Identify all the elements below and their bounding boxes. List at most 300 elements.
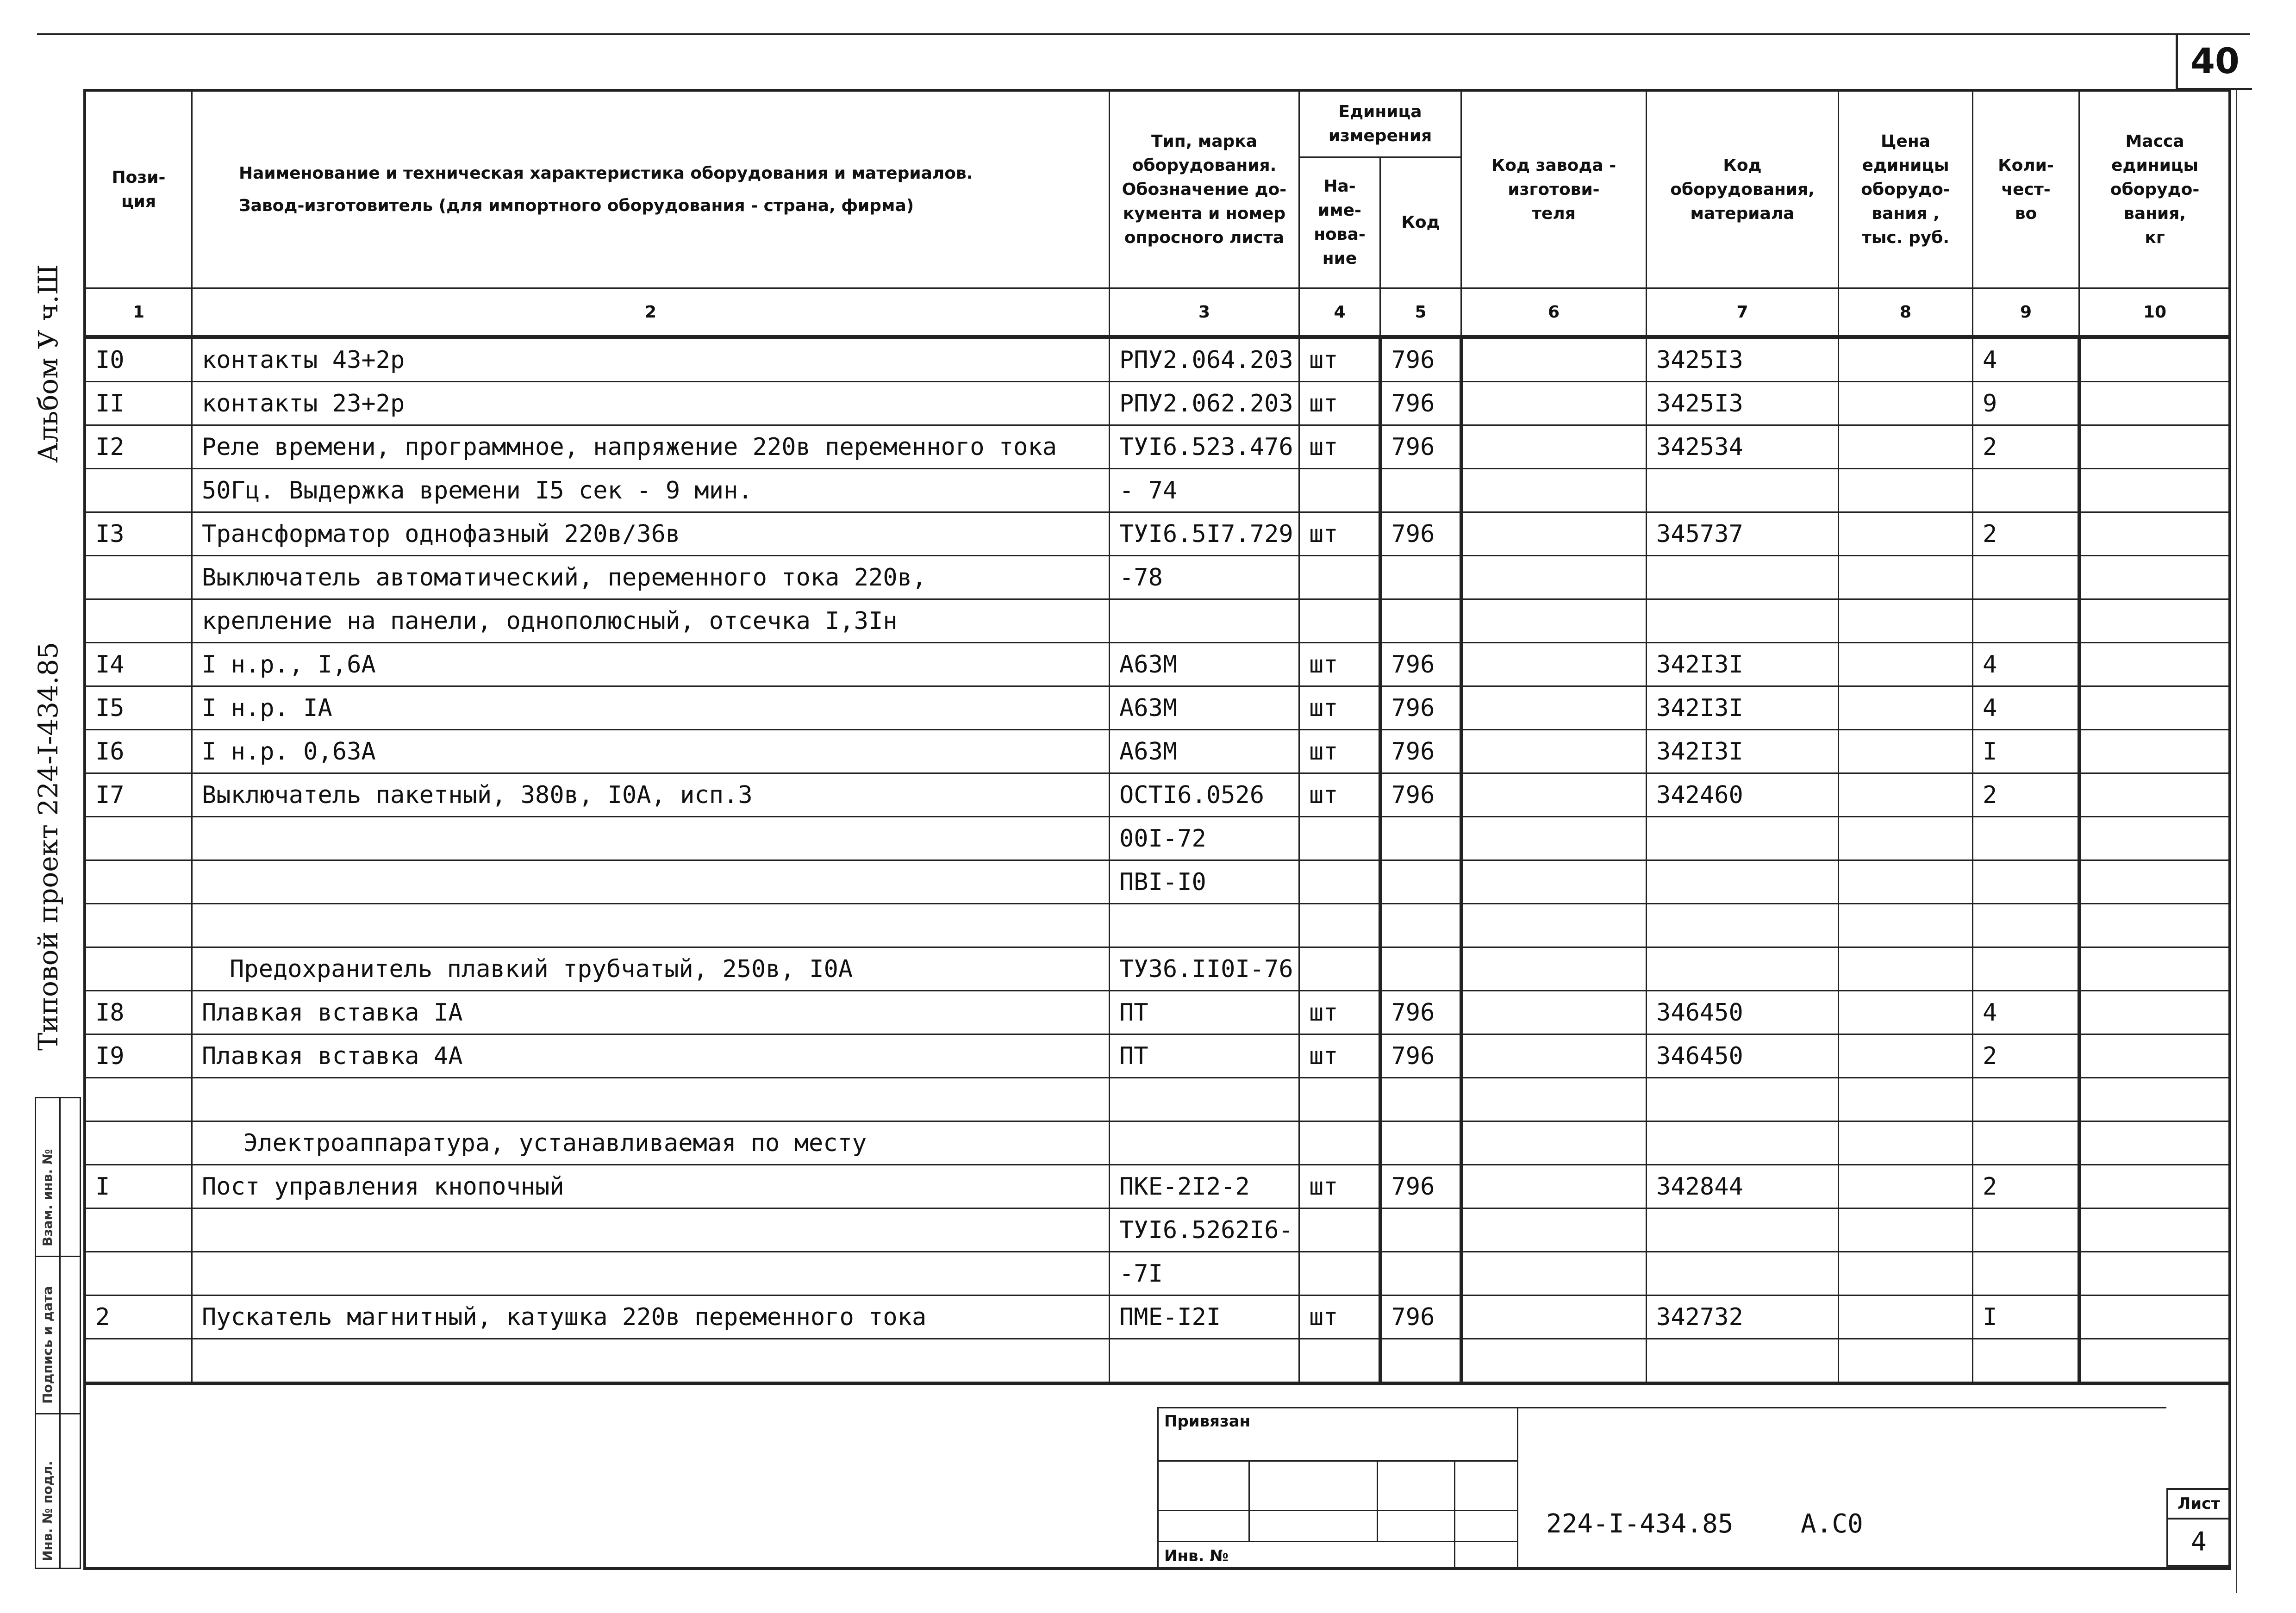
name-cell — [192, 1208, 1110, 1252]
unit-code-cell: 796 — [1380, 730, 1461, 773]
plant-code-cell — [1461, 643, 1647, 686]
header-quantity: Коли- чест- во — [1973, 91, 2079, 288]
price-cell — [1839, 686, 1973, 730]
column-number: 4 — [1299, 288, 1380, 337]
table-row — [86, 1078, 2231, 1121]
name-cell: Пускатель магнитный, катушка 220в переменного тока — [192, 1295, 1110, 1339]
header-row — [86, 91, 2231, 157]
mass-cell — [2079, 817, 2231, 860]
approval-stamp-strip — [35, 1097, 81, 1569]
price-cell — [1839, 1121, 1973, 1165]
type-cell: 00I-72 — [1110, 817, 1299, 860]
position-cell — [86, 1339, 192, 1384]
type-cell: ПМЕ-I2I — [1110, 1295, 1299, 1339]
sheet-box — [2166, 1488, 2231, 1567]
album-label: Альбом У ч.Ш — [32, 264, 64, 463]
equipment-code-cell: 342I3I — [1647, 730, 1839, 773]
mass-cell — [2079, 991, 2231, 1034]
column-number: 1 — [86, 288, 192, 337]
unit-code-cell — [1380, 904, 1461, 947]
unit-code-cell: 796 — [1380, 1034, 1461, 1078]
equipment-code-cell — [1647, 599, 1839, 643]
column-number: 6 — [1461, 288, 1647, 337]
mass-cell — [2079, 1208, 2231, 1252]
unit-cell — [1299, 947, 1380, 991]
price-cell — [1839, 1252, 1973, 1295]
unit-code-cell — [1380, 599, 1461, 643]
equipment-code-cell: 342534 — [1647, 425, 1839, 469]
sheet-number: 40 — [2176, 33, 2252, 90]
unit-code-cell — [1380, 1252, 1461, 1295]
plant-code-cell — [1461, 730, 1647, 773]
name-cell: крепление на панели, однополюсный, отсечка I,3Iн — [192, 599, 1110, 643]
title-cell — [1248, 1460, 1378, 1511]
type-cell — [1110, 1339, 1299, 1384]
unit-cell — [1299, 599, 1380, 643]
name-cell: Плавкая вставка 4А — [192, 1034, 1110, 1078]
table-row — [86, 1121, 2231, 1165]
price-cell — [1839, 556, 1973, 599]
bound-label: Привязан — [1164, 1412, 1251, 1431]
table-row — [86, 556, 2231, 599]
name-cell: I н.р., I,6А — [192, 643, 1110, 686]
position-cell: I2 — [86, 425, 192, 469]
mass-cell — [2079, 512, 2231, 556]
quantity-cell — [1973, 599, 2079, 643]
plant-code-cell — [1461, 1034, 1647, 1078]
stamp-label-signature: Подпись и дата — [40, 1286, 55, 1404]
unit-cell: шт — [1299, 1034, 1380, 1078]
equipment-code-cell — [1647, 1208, 1839, 1252]
equipment-code-cell: 342732 — [1647, 1295, 1839, 1339]
type-cell: РПУ2.062.203 — [1110, 382, 1299, 425]
position-cell — [86, 469, 192, 512]
price-cell — [1839, 1339, 1973, 1384]
header-price: Цена единицы оборудо- вания , тыс. руб. — [1839, 91, 1973, 288]
column-number: 9 — [1973, 288, 2079, 337]
position-cell: I8 — [86, 991, 192, 1034]
title-cell — [1454, 1460, 1518, 1511]
table-row — [86, 1165, 2231, 1208]
price-cell — [1839, 643, 1973, 686]
quantity-cell — [1973, 1121, 2079, 1165]
mass-cell — [2079, 556, 2231, 599]
header-plant-code: Код завода - изготови- теля — [1461, 91, 1647, 288]
unit-code-cell: 796 — [1380, 773, 1461, 817]
table-row — [86, 991, 2231, 1034]
position-cell — [86, 556, 192, 599]
name-cell — [192, 1339, 1110, 1384]
name-cell: Реле времени, программное, напряжение 220в переменного тока — [192, 425, 1110, 469]
price-cell — [1839, 773, 1973, 817]
equipment-code-cell — [1647, 556, 1839, 599]
header-type: Тип, марка оборудования. Обозначение до- кумента и номер опросного листа — [1110, 91, 1299, 288]
name-cell: I н.р. IА — [192, 686, 1110, 730]
equipment-code-cell — [1647, 469, 1839, 512]
plant-code-cell — [1461, 1339, 1647, 1384]
column-number-row — [86, 288, 2231, 337]
type-cell: ТУ36.II0I-76 — [1110, 947, 1299, 991]
position-cell: I — [86, 1165, 192, 1208]
table-row — [86, 337, 2231, 382]
plant-code-cell — [1461, 1295, 1647, 1339]
strip-separator — [36, 1256, 80, 1257]
position-cell: I7 — [86, 773, 192, 817]
position-cell: I0 — [86, 337, 192, 382]
mass-cell — [2079, 469, 2231, 512]
position-cell: 2 — [86, 1295, 192, 1339]
unit-cell: шт — [1299, 643, 1380, 686]
unit-cell — [1299, 1121, 1380, 1165]
position-cell: I3 — [86, 512, 192, 556]
position-cell — [86, 817, 192, 860]
title-cell — [1454, 1510, 1518, 1542]
unit-cell: шт — [1299, 382, 1380, 425]
quantity-cell: 4 — [1973, 337, 2079, 382]
column-number: 7 — [1647, 288, 1839, 337]
mass-cell — [2079, 686, 2231, 730]
unit-cell: шт — [1299, 686, 1380, 730]
sheet-value: 4 — [2191, 1527, 2207, 1557]
equipment-code-cell: 3425I3 — [1647, 337, 1839, 382]
table-row — [86, 817, 2231, 860]
stamp-label-inv: Инв. № подл. — [40, 1461, 55, 1561]
plant-code-cell — [1461, 512, 1647, 556]
price-cell — [1839, 1208, 1973, 1252]
unit-code-cell: 796 — [1380, 1165, 1461, 1208]
position-cell: I4 — [86, 643, 192, 686]
equipment-code-cell — [1647, 1121, 1839, 1165]
mass-cell — [2079, 643, 2231, 686]
project-label: Типовой проект 224-I-434.85 — [32, 641, 64, 1051]
position-cell — [86, 947, 192, 991]
position-cell: I9 — [86, 1034, 192, 1078]
plant-code-cell — [1461, 1208, 1647, 1252]
unit-code-cell: 796 — [1380, 643, 1461, 686]
price-cell — [1839, 425, 1973, 469]
type-cell — [1110, 599, 1299, 643]
mass-cell — [2079, 730, 2231, 773]
unit-cell — [1299, 556, 1380, 599]
unit-cell: шт — [1299, 1295, 1380, 1339]
title-cell — [1377, 1460, 1455, 1511]
unit-cell — [1299, 1339, 1380, 1384]
table-row — [86, 904, 2231, 947]
name-cell: I н.р. 0,63А — [192, 730, 1110, 773]
name-cell: Электроаппаратура, устанавливаемая по месту — [192, 1121, 1110, 1165]
plant-code-cell — [1461, 991, 1647, 1034]
position-cell — [86, 860, 192, 904]
quantity-cell — [1973, 1208, 2079, 1252]
quantity-cell — [1973, 1339, 2079, 1384]
unit-code-cell — [1380, 556, 1461, 599]
header-unit-group: Единица измерения — [1299, 91, 1461, 157]
table-row — [86, 730, 2231, 773]
unit-cell: шт — [1299, 773, 1380, 817]
name-cell: Пост управления кнопочный — [192, 1165, 1110, 1208]
document-code: 224-I-434.85 — [1546, 1509, 1734, 1539]
table-body — [86, 337, 2231, 1383]
type-cell: РПУ2.064.203 — [1110, 337, 1299, 382]
mass-cell — [2079, 904, 2231, 947]
equipment-code-cell: 345737 — [1647, 512, 1839, 556]
unit-code-cell: 796 — [1380, 686, 1461, 730]
table-row — [86, 1252, 2231, 1295]
name-cell — [192, 817, 1110, 860]
quantity-cell: 2 — [1973, 425, 2079, 469]
unit-cell: шт — [1299, 730, 1380, 773]
price-cell — [1839, 599, 1973, 643]
price-cell — [1839, 469, 1973, 512]
table-row — [86, 860, 2231, 904]
unit-code-cell — [1380, 860, 1461, 904]
quantity-cell: 4 — [1973, 686, 2079, 730]
strip-separator — [36, 1413, 80, 1414]
quantity-cell — [1973, 817, 2079, 860]
equipment-code-cell — [1647, 860, 1839, 904]
type-cell: ПТ — [1110, 1034, 1299, 1078]
unit-code-cell — [1380, 1208, 1461, 1252]
price-cell — [1839, 817, 1973, 860]
name-cell — [192, 1252, 1110, 1295]
mass-cell — [2079, 337, 2231, 382]
plant-code-cell — [1461, 425, 1647, 469]
type-cell: А63М — [1110, 643, 1299, 686]
plant-code-cell — [1461, 860, 1647, 904]
type-cell: ПТ — [1110, 991, 1299, 1034]
plant-code-cell — [1461, 817, 1647, 860]
name-cell — [192, 904, 1110, 947]
unit-code-cell: 796 — [1380, 425, 1461, 469]
unit-code-cell: 796 — [1380, 1295, 1461, 1339]
plant-code-cell — [1461, 1165, 1647, 1208]
type-cell: -78 — [1110, 556, 1299, 599]
mass-cell — [2079, 1034, 2231, 1078]
sheet-label: Лист — [2168, 1490, 2229, 1520]
table-row — [86, 469, 2231, 512]
price-cell — [1839, 860, 1973, 904]
title-block-bound — [1157, 1407, 1518, 1462]
header-unit-code: Код — [1380, 157, 1461, 288]
quantity-cell — [1973, 904, 2079, 947]
name-cell: Выключатель автоматический, переменного тока 220в, — [192, 556, 1110, 599]
price-cell — [1839, 991, 1973, 1034]
header-mass: Масса единицы оборудо- вания, кг — [2079, 91, 2231, 288]
unit-code-cell — [1380, 1339, 1461, 1384]
column-number: 5 — [1380, 288, 1461, 337]
title-cell — [1157, 1460, 1250, 1511]
table-row — [86, 1295, 2231, 1339]
mass-cell — [2079, 1078, 2231, 1121]
type-cell: - 74 — [1110, 469, 1299, 512]
type-cell: ТУI6.523.476 — [1110, 425, 1299, 469]
mass-cell — [2079, 599, 2231, 643]
type-cell: -7I — [1110, 1252, 1299, 1295]
unit-cell — [1299, 1208, 1380, 1252]
title-block-line — [1518, 1407, 2166, 1408]
price-cell — [1839, 1295, 1973, 1339]
mass-cell — [2079, 1339, 2231, 1384]
price-cell — [1839, 512, 1973, 556]
unit-code-cell — [1380, 817, 1461, 860]
quantity-cell: I — [1973, 1295, 2079, 1339]
equipment-code-cell — [1647, 1078, 1839, 1121]
plant-code-cell — [1461, 599, 1647, 643]
position-cell — [86, 904, 192, 947]
title-block-inv — [1157, 1541, 1455, 1569]
table-row — [86, 947, 2231, 991]
quantity-cell — [1973, 469, 2079, 512]
position-cell — [86, 1208, 192, 1252]
quantity-cell: 2 — [1973, 1034, 2079, 1078]
equipment-code-cell — [1647, 1252, 1839, 1295]
name-cell — [192, 1078, 1110, 1121]
header-unit-name: На- име- нова- ние — [1299, 157, 1380, 288]
mass-cell — [2079, 1121, 2231, 1165]
type-cell: ТУI6.5I7.729 — [1110, 512, 1299, 556]
quantity-cell: 2 — [1973, 773, 2079, 817]
document-mark: А.С0 — [1801, 1509, 1863, 1539]
position-cell — [86, 1078, 192, 1121]
unit-cell — [1299, 1252, 1380, 1295]
column-number: 8 — [1839, 288, 1973, 337]
equipment-code-cell: 346450 — [1647, 1034, 1839, 1078]
unit-cell: шт — [1299, 425, 1380, 469]
quantity-cell — [1973, 947, 2079, 991]
position-cell — [86, 1252, 192, 1295]
position-cell — [86, 599, 192, 643]
top-border-line — [37, 33, 2250, 35]
price-cell — [1839, 1034, 1973, 1078]
plant-code-cell — [1461, 904, 1647, 947]
title-block — [1157, 1407, 1518, 1569]
equipment-code-cell: 3425I3 — [1647, 382, 1839, 425]
stamp-label-replace: Взам. инв. № — [40, 1149, 55, 1246]
plant-code-cell — [1461, 686, 1647, 730]
name-cell: Предохранитель плавкий трубчатый, 250в, I0А — [192, 947, 1110, 991]
mass-cell — [2079, 1165, 2231, 1208]
plant-code-cell — [1461, 1078, 1647, 1121]
position-cell — [86, 1121, 192, 1165]
type-cell: ТУI6.5262I6- — [1110, 1208, 1299, 1252]
unit-cell: шт — [1299, 337, 1380, 382]
quantity-cell: 2 — [1973, 512, 2079, 556]
quantity-cell: I — [1973, 730, 2079, 773]
right-margin-line — [2236, 89, 2237, 1593]
header-equipment-code: Код оборудования, материала — [1647, 91, 1839, 288]
unit-code-cell: 796 — [1380, 991, 1461, 1034]
type-cell: А63М — [1110, 686, 1299, 730]
unit-code-cell: 796 — [1380, 512, 1461, 556]
column-number: 3 — [1110, 288, 1299, 337]
name-cell: 50Гц. Выдержка времени I5 сек - 9 мин. — [192, 469, 1110, 512]
mass-cell — [2079, 860, 2231, 904]
price-cell — [1839, 904, 1973, 947]
name-cell: Плавкая вставка IА — [192, 991, 1110, 1034]
quantity-cell — [1973, 1078, 2079, 1121]
type-cell: ПВI-I0 — [1110, 860, 1299, 904]
unit-code-cell — [1380, 469, 1461, 512]
equipment-code-cell: 342I3I — [1647, 686, 1839, 730]
name-cell: Выключатель пакетный, 380в, I0А, исп.3 — [192, 773, 1110, 817]
table-row — [86, 643, 2231, 686]
unit-cell: шт — [1299, 1165, 1380, 1208]
quantity-cell: 2 — [1973, 1165, 2079, 1208]
unit-cell: шт — [1299, 991, 1380, 1034]
equipment-code-cell: 342I3I — [1647, 643, 1839, 686]
equipment-code-cell: 342460 — [1647, 773, 1839, 817]
header-position: Пози- ция — [86, 91, 192, 288]
title-cell — [1454, 1541, 1518, 1569]
price-cell — [1839, 947, 1973, 991]
unit-code-cell — [1380, 1078, 1461, 1121]
column-number: 10 — [2079, 288, 2231, 337]
unit-code-cell — [1380, 1121, 1461, 1165]
equipment-code-cell — [1647, 904, 1839, 947]
type-cell: А63М — [1110, 730, 1299, 773]
name-cell: контакты 43+2р — [192, 337, 1110, 382]
unit-cell — [1299, 469, 1380, 512]
position-cell: I5 — [86, 686, 192, 730]
unit-cell — [1299, 860, 1380, 904]
quantity-cell — [1973, 556, 2079, 599]
name-cell: контакты 23+2р — [192, 382, 1110, 425]
specification-table — [85, 90, 2231, 1385]
plant-code-cell — [1461, 1252, 1647, 1295]
quantity-cell: 4 — [1973, 643, 2079, 686]
table-row — [86, 382, 2231, 425]
price-cell — [1839, 1078, 1973, 1121]
position-cell: II — [86, 382, 192, 425]
plant-code-cell — [1461, 1121, 1647, 1165]
unit-cell — [1299, 817, 1380, 860]
plant-code-cell — [1461, 382, 1647, 425]
header-name: Наименование и техническая характеристика оборудования и материалов. Завод-изготовитель (для импортного оборудования - страна, фирма) — [192, 91, 1110, 288]
quantity-cell — [1973, 860, 2079, 904]
type-cell: ПКЕ-2I2-2 — [1110, 1165, 1299, 1208]
quantity-cell — [1973, 1252, 2079, 1295]
mass-cell — [2079, 1295, 2231, 1339]
equipment-code-cell: 346450 — [1647, 991, 1839, 1034]
equipment-code-cell — [1647, 947, 1839, 991]
unit-code-cell: 796 — [1380, 382, 1461, 425]
name-cell — [192, 860, 1110, 904]
plant-code-cell — [1461, 469, 1647, 512]
table-row — [86, 512, 2231, 556]
table-row — [86, 425, 2231, 469]
unit-code-cell — [1380, 947, 1461, 991]
plant-code-cell — [1461, 773, 1647, 817]
mass-cell — [2079, 1252, 2231, 1295]
mass-cell — [2079, 773, 2231, 817]
table-row — [86, 773, 2231, 817]
unit-cell — [1299, 904, 1380, 947]
type-cell — [1110, 1078, 1299, 1121]
price-cell — [1839, 1165, 1973, 1208]
price-cell — [1839, 337, 1973, 382]
mass-cell — [2079, 947, 2231, 991]
table-row — [86, 599, 2231, 643]
type-cell — [1110, 904, 1299, 947]
inv-label: Инв. № — [1164, 1547, 1229, 1565]
table-row — [86, 1208, 2231, 1252]
plant-code-cell — [1461, 337, 1647, 382]
title-cell — [1248, 1510, 1378, 1542]
quantity-cell: 9 — [1973, 382, 2079, 425]
name-cell: Трансформатор однофазный 220в/36в — [192, 512, 1110, 556]
equipment-code-cell: 342844 — [1647, 1165, 1839, 1208]
title-cell — [1157, 1510, 1250, 1542]
